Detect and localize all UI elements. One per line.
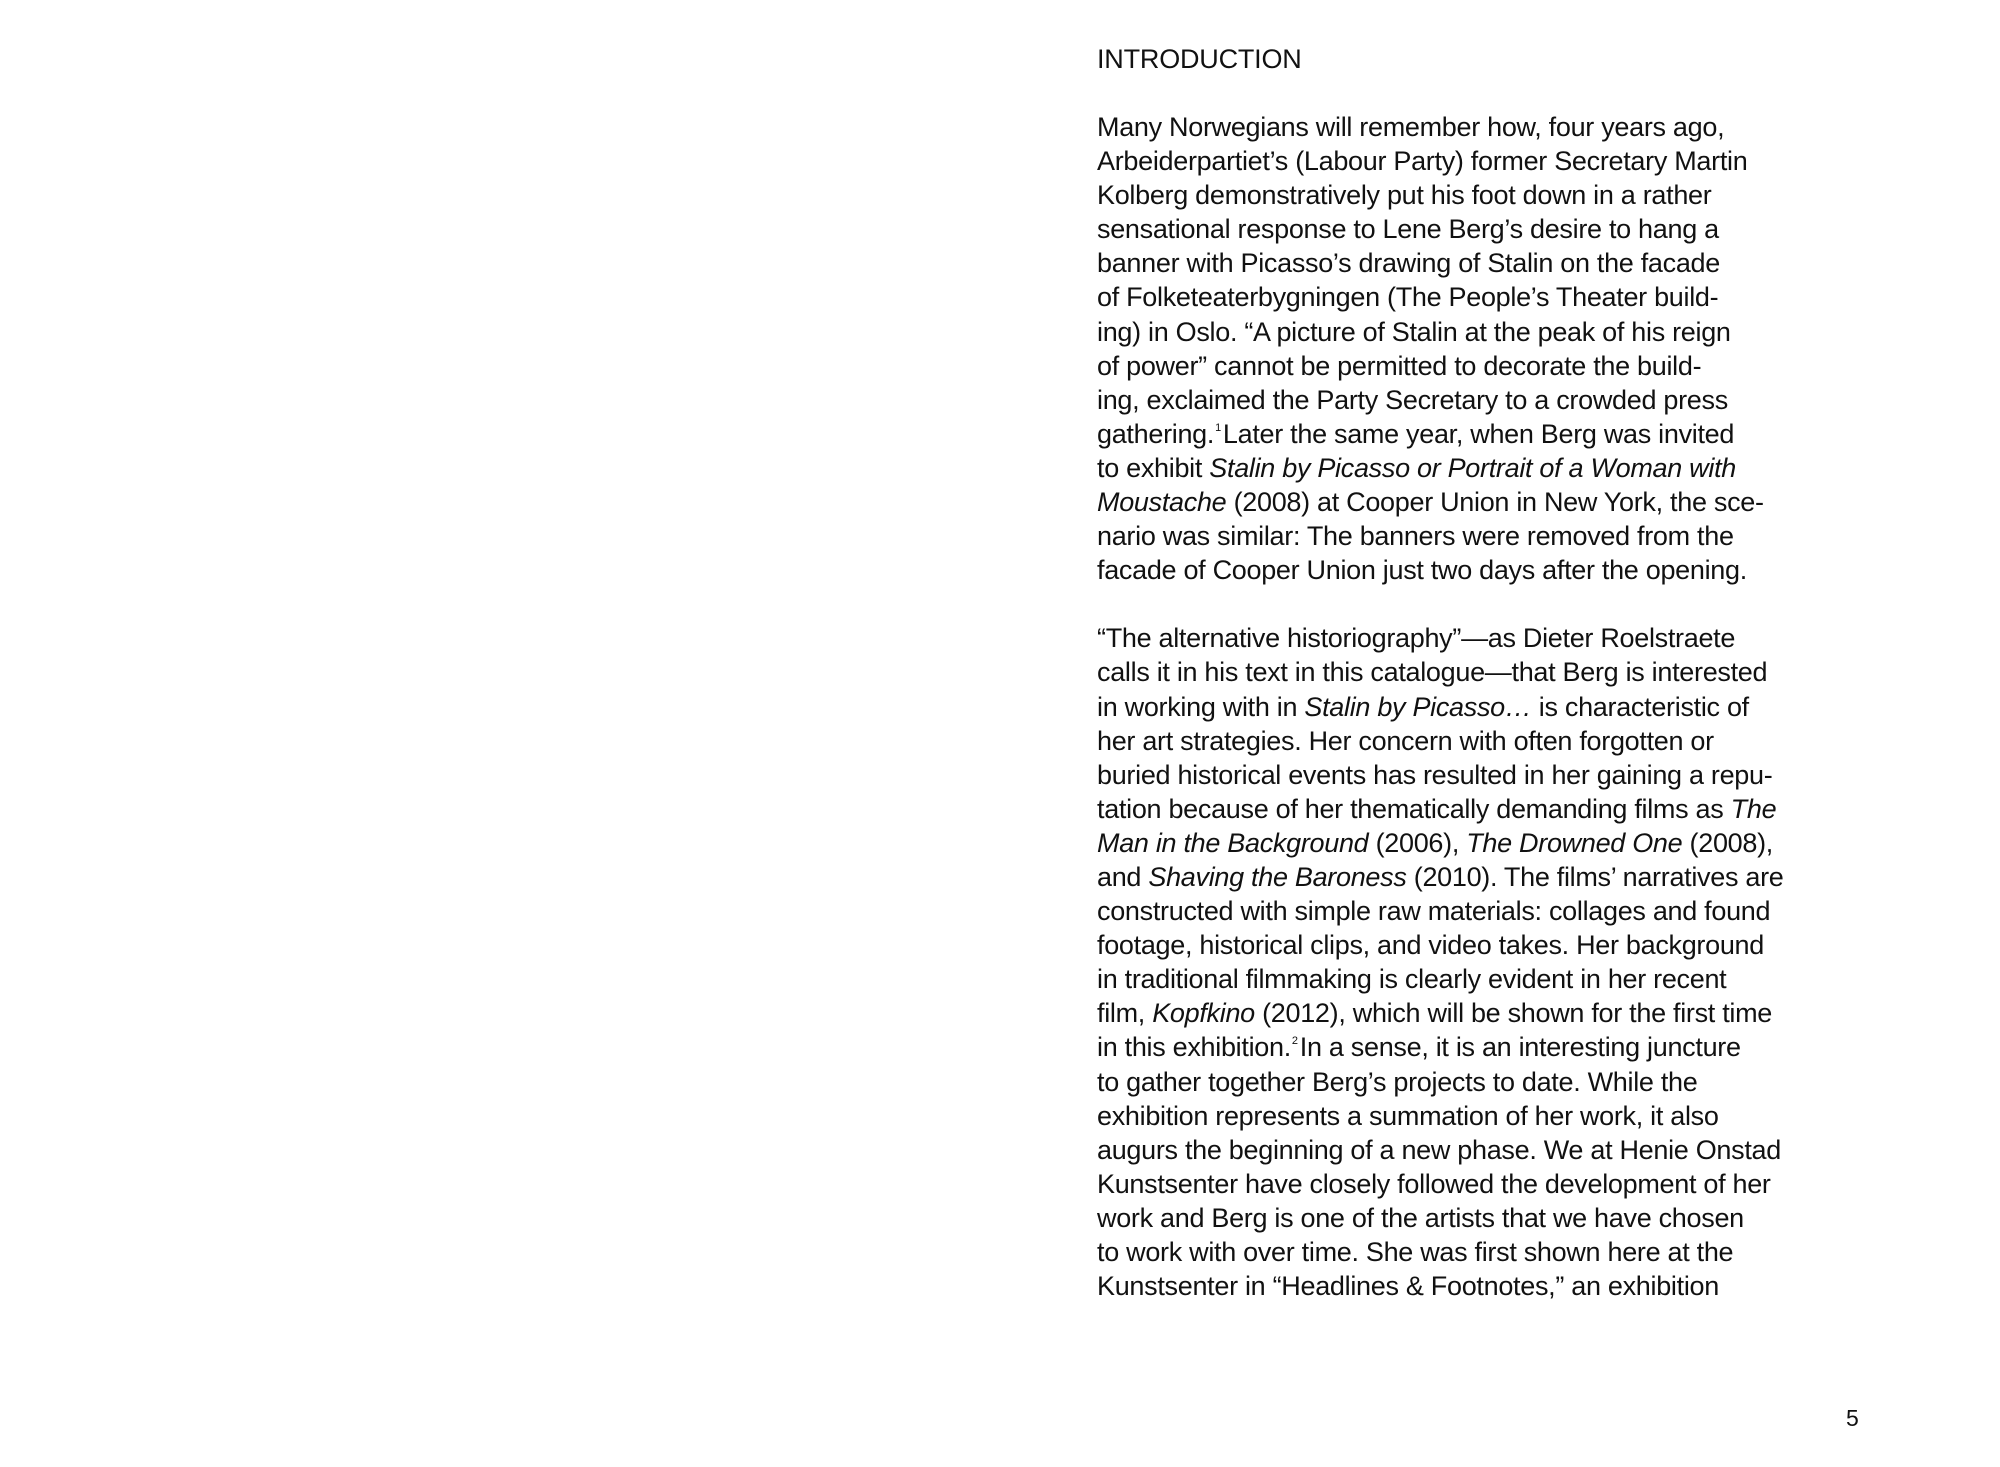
text-run: to gather together Berg’s projects to date. While the [1097,1066,1698,1097]
text-line [1097,1099,1877,1133]
text-line [1097,655,1877,689]
text-run: facade of Cooper Union just two days after the opening. [1097,555,1747,586]
italic-title: Man in the Background [1097,827,1369,858]
text-line [1097,758,1877,792]
italic-title: The Drowned One [1466,827,1683,858]
text-run: and [1097,861,1149,892]
text-run: is characteristic of [1531,691,1749,722]
text-run: her art strategies. Her concern with often forgotten or [1097,725,1714,756]
text-run: nario was similar: The banners were removed from the [1097,521,1734,552]
text-line [1097,519,1877,553]
paragraph [1097,621,1877,1303]
text-run: (2008) at Cooper Union in New York, the sce- [1226,487,1764,518]
text-run: of Folketeaterbygningen (The People’s Theater build- [1097,282,1719,313]
text-line [1097,1235,1877,1269]
text-column [1097,42,1877,1303]
text-run: to exhibit [1097,452,1210,483]
text-line [1097,1030,1877,1064]
italic-title: Shaving the Baroness [1148,861,1407,892]
text-run: work and Berg is one of the artists that we have chosen [1097,1202,1744,1233]
text-run: footage, historical clips, and video takes. Her background [1097,930,1764,961]
text-run: ing, exclaimed the Party Secretary to a crowded press [1097,384,1728,415]
italic-title: Stalin by Picasso or Portrait of a Woman with [1209,452,1736,483]
text-run: in this exhibition. [1097,1032,1291,1063]
text-line [1097,690,1877,724]
text-line [1097,962,1877,996]
text-line [1097,724,1877,758]
text-run: (2006), [1368,827,1467,858]
text-run: in traditional filmmaking is clearly evident in her recent [1097,964,1727,995]
text-run: Later the same year, when Berg was invited [1222,418,1735,449]
text-line [1097,928,1877,962]
text-line [1097,212,1877,246]
text-run: in working with in [1097,691,1305,722]
page-number: 5 [1846,1405,1859,1431]
text-line [1097,383,1877,417]
text-line [1097,1133,1877,1167]
text-run: gathering. [1097,418,1215,449]
text-run: film, [1097,998,1153,1029]
text-line [1097,485,1877,519]
text-run: (2008), [1682,827,1774,858]
text-line [1097,1269,1877,1303]
paragraph [1097,110,1877,587]
text-line [1097,553,1877,587]
text-run: banner with Picasso’s drawing of Stalin on the facade [1097,248,1720,279]
text-line [1097,1167,1877,1201]
text-line [1097,349,1877,383]
footnote-ref: 2 [1291,1035,1298,1048]
text-run: (2012), which will be shown for the first time [1254,998,1772,1029]
text-line [1097,826,1877,860]
text-run: tation because of her thematically demanding films as [1097,793,1731,824]
italic-title: Moustache [1097,487,1227,518]
italic-title: Stalin by Picasso… [1304,691,1532,722]
italic-title: The [1730,793,1777,824]
section-heading: INTRODUCTION [1097,44,1302,74]
text-line [1097,1065,1877,1099]
text-line [1097,246,1877,280]
text-line [1097,315,1877,349]
text-line [1097,178,1877,212]
text-run: constructed with simple raw materials: collages and found [1097,896,1771,927]
text-line [1097,621,1877,655]
text-run: to work with over time. She was first shown here at the [1097,1237,1734,1267]
text-run: In a sense, it is an interesting juncture [1299,1032,1741,1063]
text-line [1097,110,1877,144]
text-line [1097,417,1877,451]
italic-title: Kopfkino [1152,998,1255,1029]
text-run: (2010). The films’ narratives are [1406,861,1784,892]
text-run: Many Norwegians will remember how, four years ago, [1097,112,1725,142]
text-run: calls it in his text in this catalogue—that Berg is interested [1097,657,1768,688]
text-run: Kolberg demonstratively put his foot down in a rather [1097,180,1712,211]
text-line [1097,792,1877,826]
text-line [1097,1201,1877,1235]
text-line [1097,860,1877,894]
text-run: “The alternative historiography”—as Dieter Roelstraete [1097,623,1736,654]
text-line [1097,144,1877,178]
footnote-ref: 1 [1215,421,1221,434]
text-run: sensational response to Lene Berg’s desire to hang a [1097,214,1719,245]
text-line [1097,996,1877,1030]
text-run: exhibition represents a summation of her work, it also [1097,1100,1719,1131]
text-line [1097,280,1877,314]
text-line [1097,451,1877,485]
text-line [1097,894,1877,928]
text-run: Kunstsenter have closely followed the development of her [1097,1168,1771,1199]
text-run: augurs the beginning of a new phase. We at Henie Onstad [1097,1134,1781,1165]
text-run: Kunstsenter in “Headlines & Footnotes,” an exhibition [1097,1271,1719,1302]
text-run: Arbeiderpartiet’s (Labour Party) former Secretary Martin [1097,146,1748,177]
text-run: of power” cannot be permitted to decorate the build- [1097,350,1702,381]
text-run: ing) in Oslo. “A picture of Stalin at the peak of his reign [1097,316,1731,347]
text-run: buried historical events has resulted in her gaining a repu- [1097,759,1773,790]
